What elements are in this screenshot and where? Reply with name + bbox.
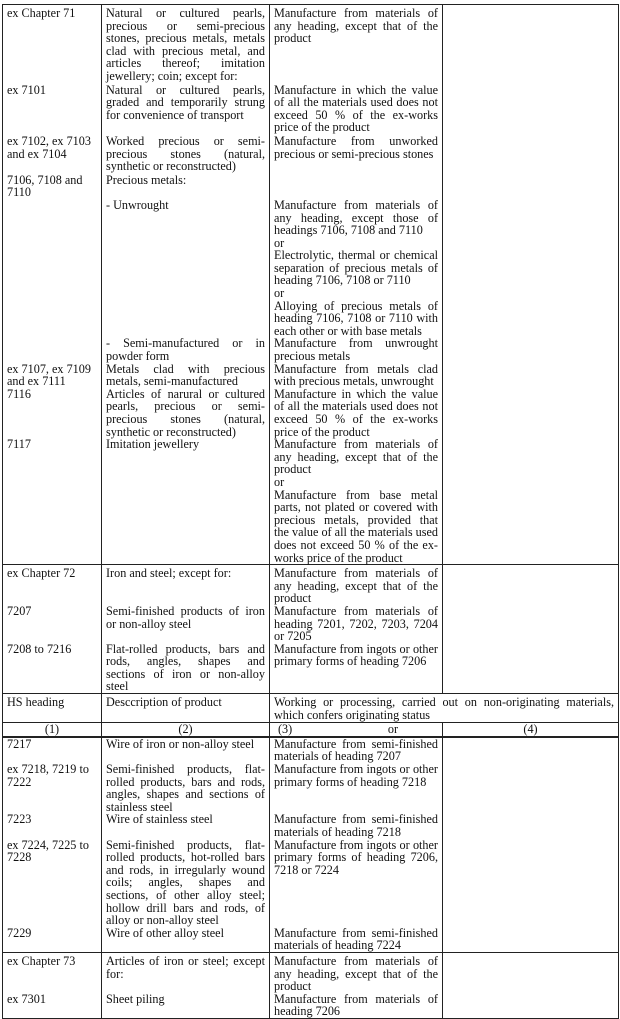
column-number-1: (1) [3, 723, 102, 737]
description-cell: Semi-finished products, flat-rolled products, hot-rolled bars and rods, in irregularly wound coils; angles, shapes and sections, of other alloy steel; hollow drill bars and rods, of alloy or non-alloy steel [102, 839, 270, 927]
working-processing-cell [270, 173, 443, 199]
working-processing-cell [270, 83, 443, 134]
description-cell: Sheet piling [102, 993, 270, 1019]
working-processing-cell [270, 199, 443, 338]
column-4-cell [443, 643, 619, 694]
column-4-cell [443, 952, 619, 992]
column-4-cell [443, 83, 619, 134]
working-rule: Manufacture from semi-finished materials of heading 7207 [274, 736, 438, 764]
table-row [3, 839, 619, 927]
description-cell: Wire of other alloy steel [102, 927, 270, 953]
hs-heading-cell: 7117 [3, 438, 102, 564]
column-4-cell [443, 763, 619, 813]
table-row [3, 337, 619, 362]
or-separator: or [274, 474, 285, 489]
working-rule: Manufacture from materials of any heading, except that of the product [274, 566, 438, 606]
description-cell: Worked precious or semi-precious stones (natural, synthetic or reconstructed) [102, 134, 270, 173]
header-working: Working or processing, carried out on non-originating materials, which confers originating status [270, 694, 619, 723]
hs-heading-cell: 7217 [3, 737, 102, 763]
or-separator: or [274, 286, 285, 301]
description-cell: Natural or cultured pearls, precious or semi-precious stones, precious metals, metals clad with precious metal, and articles thereof; imitation jewellery; coin; except for: [102, 5, 270, 83]
rules-of-origin-table [2, 4, 619, 1019]
column-4-cell [443, 5, 619, 83]
hs-heading-cell: 7116 [3, 388, 102, 438]
description-cell: Natural or cultured pearls, graded and temporarily strung for convenience of transport [102, 83, 270, 134]
working-rule: Manufacture from semi-finished materials of heading 7224 [274, 925, 438, 953]
hs-heading-cell: 7223 [3, 813, 102, 838]
description-cell: - Unwrought [102, 199, 270, 338]
column-number-row [3, 723, 619, 737]
working-rule: Manufacture from materials of any heading, except that of the product [274, 6, 438, 46]
working-rule: Manufacture from ingots or other primary forms of heading 7206, 7218 or 7224 [274, 837, 438, 877]
working-rule: Manufacture from materials of heading 7201, 7202, 7203, 7204 or 7205 [274, 603, 438, 644]
hs-heading-cell [3, 337, 102, 362]
hs-heading-cell: ex Chapter 72 [3, 565, 102, 605]
description-cell: Wire of iron or non-alloy steel [102, 737, 270, 763]
working-rule: Manufacture from semi-finished materials of heading 7218 [274, 812, 438, 839]
hs-heading-cell: 7208 to 7216 [3, 643, 102, 694]
working-processing-cell [270, 839, 443, 927]
table-row [3, 993, 619, 1019]
header-description: Desccription of product [102, 694, 270, 723]
column-4-cell [443, 173, 619, 199]
description-cell: Semi-finished products, flat-rolled products, bars and rods, angles, shapes and sections of stainless steel [102, 763, 270, 813]
table-header-row [3, 694, 619, 723]
column-4-cell [443, 565, 619, 605]
column-or-label: or [387, 722, 398, 737]
working-rule: Alloying of precious metals of heading 7106, 7108 or 7110 with each other or with base metals [274, 298, 438, 338]
hs-heading-cell [3, 199, 102, 338]
working-rule: Manufacture in which the value of all the materials used does not exceed 50 % of the ex-works price of the product [274, 82, 438, 135]
working-processing-cell [270, 337, 443, 362]
table-row [3, 927, 619, 953]
working-rule: Manufacture from unworked precious or semi-precious stones [274, 133, 438, 161]
column-number-4: (4) [443, 723, 619, 737]
hs-heading-cell: ex 7107, ex 7109 and ex 7111 [3, 363, 102, 388]
hs-heading-cell: ex Chapter 73 [3, 952, 102, 992]
column-4-cell [443, 199, 619, 338]
working-processing-cell [270, 5, 443, 83]
working-processing-cell [270, 737, 443, 763]
description-cell: Flat-rolled products, bars and rods, angles, shapes and sections of iron or non-alloy steel [102, 643, 270, 694]
description-cell: Semi-finished products of iron or non-alloy steel [102, 605, 270, 643]
table-row [3, 763, 619, 813]
table-row [3, 737, 619, 763]
working-rule: Manufacture from materials of any heading, except that of the product [274, 437, 438, 477]
working-rule: Manufacture from materials of any heading, except those of headings 7106, 7108 and 7110 [274, 197, 438, 238]
working-processing-cell [270, 565, 443, 605]
table-body [3, 5, 619, 1019]
or-separator: or [274, 235, 285, 250]
working-processing-cell [270, 605, 443, 643]
table-row [3, 643, 619, 694]
hs-heading-cell: 7207 [3, 605, 102, 643]
column-4-cell [443, 438, 619, 564]
table-row [3, 813, 619, 838]
column-4-cell [443, 927, 619, 953]
working-processing-cell [270, 763, 443, 813]
column-4-cell [443, 388, 619, 438]
hs-heading-cell: ex 7101 [3, 83, 102, 134]
column-4-cell [443, 337, 619, 362]
working-rule: Manufacture from materials of any heading, except that of the product [274, 953, 438, 994]
table-row [3, 134, 619, 173]
hs-heading-cell: 7229 [3, 927, 102, 953]
table-row [3, 438, 619, 564]
column-4-cell [443, 605, 619, 643]
column-number-3: (3) [278, 722, 293, 737]
column-number-3-group [274, 723, 438, 736]
hs-heading-cell: ex 7102, ex 7103 and ex 7104 [3, 134, 102, 173]
hs-heading-cell: ex Chapter 71 [3, 5, 102, 83]
working-processing-cell [270, 438, 443, 564]
description-cell: Metals clad with precious metals, semi-manufactured [102, 363, 270, 388]
table-row [3, 5, 619, 83]
description-cell: Wire of stainless steel [102, 813, 270, 838]
working-processing-cell [270, 813, 443, 838]
table-row [3, 199, 619, 338]
table-row [3, 363, 619, 388]
hs-heading-cell: ex 7301 [3, 993, 102, 1019]
column-number-2: (2) [102, 723, 270, 737]
working-rule: Manufacture from materials of heading 7206 [274, 991, 438, 1019]
working-rule: Manufacture from ingots or other primary forms of heading 7206 [274, 641, 438, 669]
description-cell: Articles of iron or steel; except for: [102, 952, 270, 992]
description-cell: Iron and steel; except for: [102, 565, 270, 605]
working-rule: Manufacture from base metal parts, not plated or covered with precious metals, provided that the value of all the materials used does not exceed 50 % of the ex-works price of the product [274, 487, 438, 565]
description-cell: Imitation jewellery [102, 438, 270, 564]
working-rule: Electrolytic, thermal or chemical separation of precious metals of heading 7106, 7108 or 7110 [274, 248, 438, 288]
working-processing-cell [270, 363, 443, 388]
working-processing-cell [270, 388, 443, 438]
working-processing-cell [270, 952, 443, 992]
description-cell: - Semi-manufactured or in powder form [102, 337, 270, 362]
column-4-cell [443, 134, 619, 173]
working-processing-cell [270, 993, 443, 1019]
working-rule: Manufacture in which the value of all the materials used does not exceed 50 % of the ex-works price of the product [274, 386, 438, 439]
table-row [3, 565, 619, 605]
hs-heading-cell: 7106, 7108 and 7110 [3, 173, 102, 199]
column-4-cell [443, 737, 619, 763]
table-row [3, 952, 619, 992]
table-row [3, 605, 619, 643]
working-processing-cell [270, 927, 443, 953]
description-cell: Precious metals: [102, 173, 270, 199]
column-number-3-cell [270, 723, 443, 737]
hs-heading-cell: ex 7224, 7225 to 7228 [3, 839, 102, 927]
working-rule: Manufacture from metals clad with precious metals, unwrought [274, 361, 438, 389]
working-processing-cell [270, 134, 443, 173]
hs-heading-cell: ex 7218, 7219 to 7222 [3, 763, 102, 813]
working-rule: Manufacture from unwrought precious metals [274, 336, 438, 364]
working-processing-cell [270, 643, 443, 694]
table-row [3, 83, 619, 134]
description-cell: Articles of narural or cultured pearls, precious or semi-precious stones (natural, synthetic or reconstructed) [102, 388, 270, 438]
column-4-cell [443, 363, 619, 388]
header-hs-heading: HS heading [3, 694, 102, 723]
column-4-cell [443, 813, 619, 838]
column-4-cell [443, 993, 619, 1019]
column-4-cell [443, 839, 619, 927]
table-row [3, 173, 619, 199]
working-rule: Manufacture from ingots or other primary forms of heading 7218 [274, 762, 438, 789]
table-row [3, 388, 619, 438]
